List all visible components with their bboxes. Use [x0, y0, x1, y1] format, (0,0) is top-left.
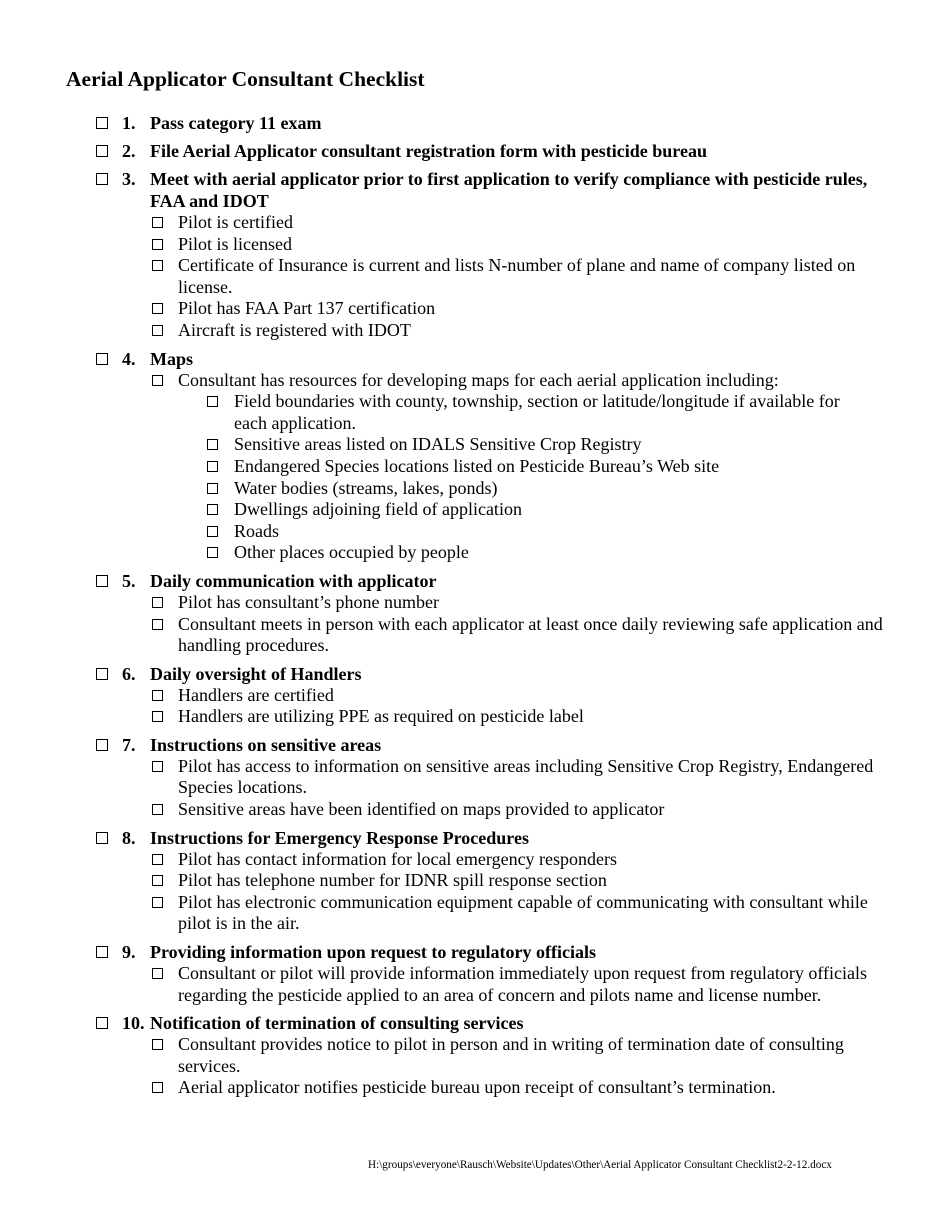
- checklist-subitem: [0, 298, 950, 320]
- checklist-item-heading: [0, 140, 950, 162]
- item-number: 8.: [122, 827, 136, 848]
- checklist-nested-subitem: [0, 499, 950, 521]
- checklist-item: [0, 570, 950, 657]
- checklist-subitem: [0, 870, 950, 892]
- checkbox-icon[interactable]: [96, 1017, 108, 1029]
- item-heading-text: Daily communication with applicator: [150, 570, 437, 591]
- checklist-item: [0, 734, 950, 821]
- checkbox-icon[interactable]: [152, 968, 163, 979]
- checklist: [0, 112, 950, 1105]
- checklist-item-heading: [0, 827, 950, 849]
- checkbox-icon[interactable]: [152, 239, 163, 250]
- item-number: 5.: [122, 570, 136, 591]
- checklist-subitem: [0, 963, 950, 1006]
- checkbox-icon[interactable]: [96, 668, 108, 680]
- subitem-text: Pilot has electronic communication equipment capable of communicating with consultant while pilot is in the air.: [178, 891, 868, 934]
- checklist-nested-subitem: [0, 456, 950, 478]
- checkbox-icon[interactable]: [152, 217, 163, 228]
- nested-subitem-text: Other places occupied by people: [234, 542, 469, 563]
- page-title: Aerial Applicator Consultant Checklist: [66, 67, 425, 91]
- item-number: 2.: [122, 141, 136, 161]
- checklist-subitem: [0, 799, 950, 821]
- item-heading-text: Pass category 11 exam: [150, 113, 322, 133]
- checklist-subitem: [0, 1034, 950, 1077]
- item-number: 9.: [122, 942, 136, 963]
- subitem-text: Handlers are certified: [178, 684, 334, 705]
- checklist-subitem: [0, 370, 950, 392]
- checkbox-icon[interactable]: [96, 946, 108, 958]
- checkbox-icon[interactable]: [152, 597, 163, 608]
- checklist-subitem: [0, 685, 950, 707]
- checklist-item-heading: [0, 941, 950, 963]
- item-number: 7.: [122, 734, 136, 755]
- subitem-text: Pilot has contact information for local emergency responders: [178, 848, 618, 869]
- checkbox-icon[interactable]: [207, 526, 218, 537]
- subitem-text: Aircraft is registered with IDOT: [178, 319, 411, 340]
- checkbox-icon[interactable]: [96, 353, 108, 365]
- item-heading-text: Daily oversight of Handlers: [150, 663, 362, 684]
- checklist-item: [0, 112, 950, 134]
- checkbox-icon[interactable]: [152, 897, 163, 908]
- checklist-subitem: [0, 255, 950, 298]
- checklist-nested-subitem: [0, 391, 950, 434]
- checkbox-icon[interactable]: [96, 145, 108, 157]
- checkbox-icon[interactable]: [207, 439, 218, 450]
- subitem-text: Consultant has resources for developing maps for each aerial application including:: [178, 369, 779, 390]
- checklist-item: [0, 140, 950, 162]
- checklist-item-heading: [0, 570, 950, 592]
- nested-subitem-text: Roads: [234, 520, 279, 541]
- item-number: 6.: [122, 663, 136, 684]
- checklist-item-heading: [0, 168, 950, 212]
- subitem-text: Consultant provides notice to pilot in person and in writing of termination date of consulting services.: [178, 1034, 844, 1076]
- item-number: 10.: [122, 1013, 145, 1034]
- checkbox-icon[interactable]: [152, 303, 163, 314]
- subitem-text: Consultant meets in person with each applicator at least once daily reviewing safe application and handling procedures.: [178, 613, 883, 656]
- subitem-text: Pilot has consultant’s phone number: [178, 591, 439, 612]
- checklist-subitem: [0, 234, 950, 256]
- nested-subitem-text: Sensitive areas listed on IDALS Sensitive Crop Registry: [234, 434, 642, 455]
- checklist-subitem: [0, 849, 950, 871]
- checkbox-icon[interactable]: [96, 832, 108, 844]
- subitem-text: Pilot has FAA Part 137 certification: [178, 298, 436, 319]
- checkbox-icon[interactable]: [96, 173, 108, 185]
- item-heading-text: Notification of termination of consulting services: [150, 1013, 524, 1034]
- item-heading-text: Meet with aerial applicator prior to first application to verify compliance with pesticide rules, FAA and IDOT: [150, 169, 868, 211]
- checklist-item: [0, 348, 950, 564]
- checkbox-icon[interactable]: [152, 1082, 163, 1093]
- checkbox-icon[interactable]: [207, 396, 218, 407]
- checkbox-icon[interactable]: [207, 483, 218, 494]
- subitem-text: Aerial applicator notifies pesticide bureau upon receipt of consultant’s termination.: [178, 1077, 776, 1098]
- subitem-text: Certificate of Insurance is current and lists N-number of plane and name of company listed on license.: [178, 255, 856, 297]
- checklist-item-heading: [0, 663, 950, 685]
- checkbox-icon[interactable]: [207, 504, 218, 515]
- checkbox-icon[interactable]: [152, 761, 163, 772]
- checklist-item: [0, 827, 950, 935]
- item-heading-text: Instructions on sensitive areas: [150, 734, 382, 755]
- checklist-item-heading: [0, 734, 950, 756]
- subitem-text: Sensitive areas have been identified on maps provided to applicator: [178, 799, 665, 820]
- item-heading-text: Instructions for Emergency Response Procedures: [150, 827, 529, 848]
- checklist-subitem: [0, 892, 950, 935]
- checkbox-icon[interactable]: [152, 375, 163, 386]
- subitem-text: Handlers are utilizing PPE as required on pesticide label: [178, 706, 584, 727]
- checklist-subitem: [0, 320, 950, 342]
- subitem-text: Pilot is licensed: [178, 233, 292, 254]
- subitem-text: Pilot has telephone number for IDNR spill response section: [178, 870, 607, 891]
- item-heading-text: Providing information upon request to regulatory officials: [150, 942, 597, 963]
- checklist-subitem: [0, 756, 950, 799]
- checkbox-icon[interactable]: [96, 575, 108, 587]
- checklist-item: [0, 941, 950, 1006]
- checkbox-icon[interactable]: [207, 547, 218, 558]
- checklist-subitem: [0, 592, 950, 614]
- checklist-item-heading: [0, 1012, 950, 1034]
- checklist-nested-subitem: [0, 521, 950, 543]
- checklist-subitem: [0, 614, 950, 657]
- checklist-item-heading: [0, 348, 950, 370]
- nested-subitem-text: Water bodies (streams, lakes, ponds): [234, 477, 498, 498]
- checkbox-icon[interactable]: [152, 260, 163, 271]
- checkbox-icon[interactable]: [152, 690, 163, 701]
- subitem-text: Pilot has access to information on sensitive areas including Sensitive Crop Registry, Endangered Species locations.: [178, 755, 874, 798]
- item-number: 3.: [122, 169, 136, 189]
- checkbox-icon[interactable]: [152, 1039, 163, 1050]
- item-heading-text: File Aerial Applicator consultant registration form with pesticide bureau: [150, 141, 707, 161]
- checkbox-icon[interactable]: [152, 804, 163, 815]
- checkbox-icon[interactable]: [152, 875, 163, 886]
- nested-subitem-text: Field boundaries with county, township, section or latitude/longitude if available for each application.: [234, 391, 840, 433]
- nested-subitem-text: Endangered Species locations listed on Pesticide Bureau’s Web site: [234, 455, 720, 476]
- checklist-item: [0, 168, 950, 342]
- checkbox-icon[interactable]: [96, 739, 108, 751]
- nested-subitem-text: Dwellings adjoining field of application: [234, 499, 522, 520]
- checklist-subitem: [0, 706, 950, 728]
- checklist-nested-subitem: [0, 478, 950, 500]
- checkbox-icon[interactable]: [152, 711, 163, 722]
- checklist-item: [0, 663, 950, 728]
- checklist-nested-subitem: [0, 542, 950, 564]
- file-path-footer: H:\groups\everyone\Rausch\Website\Updates\Other\Aerial Applicator Consultant Checklist2-2-12.docx: [368, 1159, 832, 1171]
- checklist-subitem: [0, 212, 950, 234]
- checklist-subitem: [0, 1077, 950, 1099]
- checkbox-icon[interactable]: [152, 619, 163, 630]
- checkbox-icon[interactable]: [96, 117, 108, 129]
- checklist-item: [0, 1012, 950, 1099]
- item-number: 4.: [122, 348, 136, 369]
- item-heading-text: Maps: [150, 348, 194, 369]
- checkbox-icon[interactable]: [207, 461, 218, 472]
- subitem-text: Consultant or pilot will provide information immediately upon request from regulatory officials regarding the pesticide applied to an area of concern and pilots name and license number.: [178, 963, 868, 1005]
- checklist-item-heading: [0, 112, 950, 134]
- subitem-text: Pilot is certified: [178, 212, 293, 232]
- checkbox-icon[interactable]: [152, 325, 163, 336]
- item-number: 1.: [122, 113, 136, 133]
- checkbox-icon[interactable]: [152, 854, 163, 865]
- checklist-nested-subitem: [0, 434, 950, 456]
